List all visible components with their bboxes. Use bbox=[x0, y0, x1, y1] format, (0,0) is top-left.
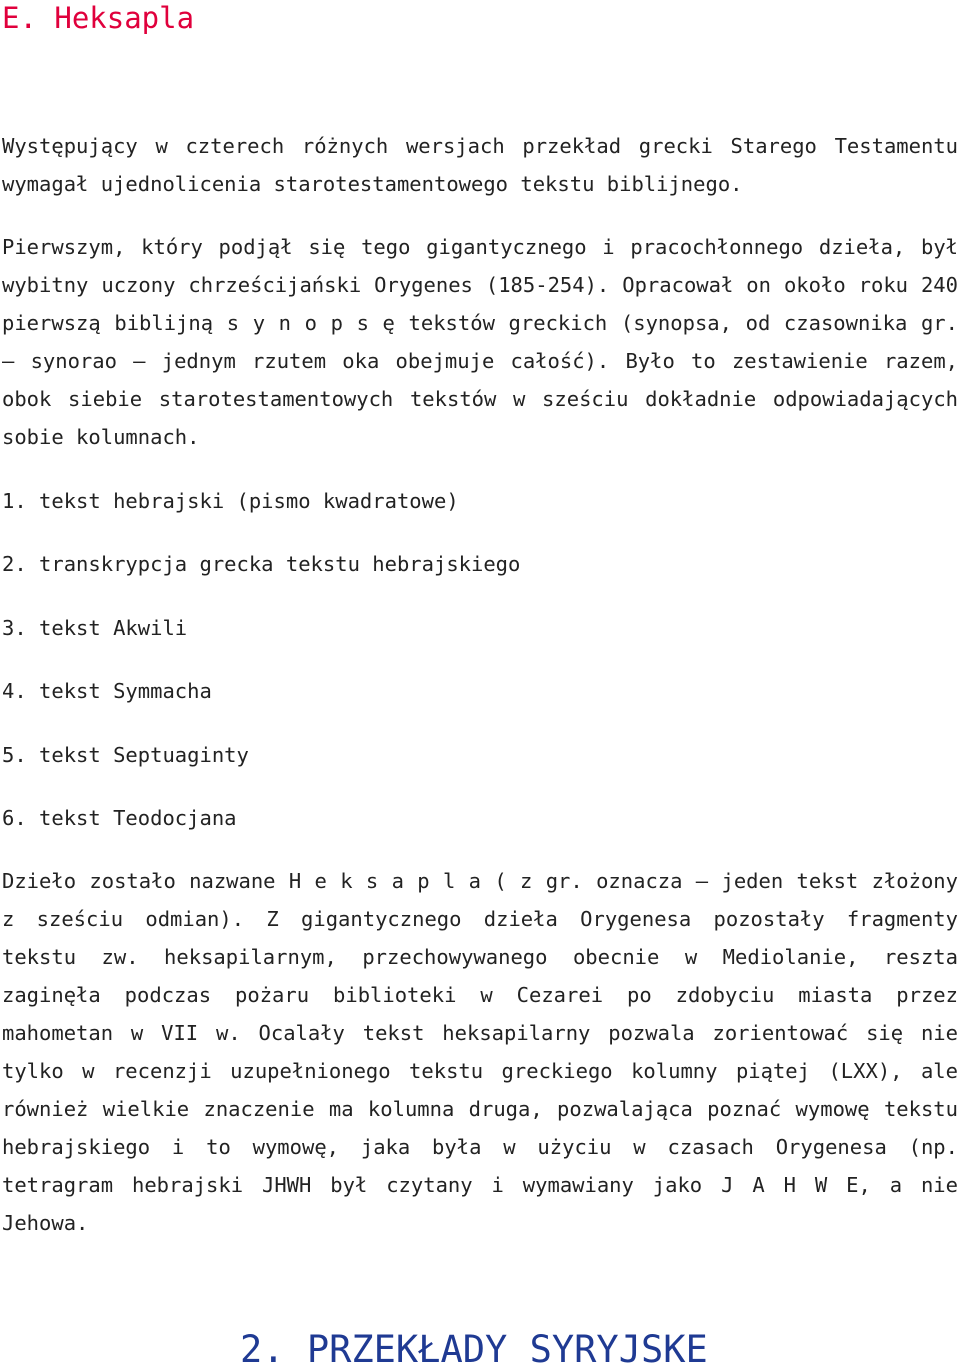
section-title: E. Heksapla bbox=[2, 1, 195, 35]
list-item: 6. tekst Teodocjana bbox=[2, 805, 237, 830]
origen-paragraph: Pierwszym, który podjął się tego gigantycznego i pracochłonnego dzieła, był wybitny uczony chrześcijański Orygenes (185-254). Opracował on około roku 240 pierwszą biblijną s y n o p s ę tekstów greckich (synopsa, od czasownika gr. – synorao – jednym rzutem oka obejmuje całość). Było to zestawienie razem, obok siebie starotestamentowych tekstów w sześciu dokładnie odpowiadających sobie kolumnach. bbox=[2, 235, 958, 449]
list-item: 4. tekst Symmacha bbox=[2, 679, 212, 704]
conclusion-paragraph: Dzieło zostało nazwane H e k s a p l a ( z gr. oznacza – jeden tekst złożony z sześciu odmian). Z gigantycznego dzieła Orygenesa pozostały fragmenty tekstu zw. heksapilarnym, przechowywanego obecnie w Mediolanie, reszta zaginęła podczas pożaru biblioteki w Cezarei po zdobyciu miasta przez mahometan w VII w. Ocalały tekst heksapilarny pozwala zorientować się nie tylko w recenzji uzupełnionego tekstu greckiego kolumny piątej (LXX), ale również wielkie znaczenie ma kolumna druga, pozwalająca poznać wymowę tekstu hebrajskiego i to wymowę, jaka była w użyciu w czasach Orygenesa (np. tetragram hebrajski JHWH był czytany i wymawiany jako J A H W E, a nie Jehowa. bbox=[2, 869, 958, 1235]
columns-list bbox=[2, 482, 520, 862]
list-item: 3. tekst Akwili bbox=[2, 615, 188, 640]
list-item: 1. tekst hebrajski (pismo kwadratowe) bbox=[2, 489, 459, 513]
list-item: 2. transkrypcja grecka tekstu hebrajskiego bbox=[2, 552, 521, 577]
next-section-title: 2. PRZEKŁADY SYRYJSKE bbox=[240, 1328, 708, 1371]
intro-paragraph: Występujący w czterech różnych wersjach przekład grecki Starego Testamentu wymagał ujednolicenia starotestamentowego tekstu biblijnego. bbox=[2, 134, 958, 196]
list-item: 5. tekst Septuaginty bbox=[2, 742, 249, 767]
